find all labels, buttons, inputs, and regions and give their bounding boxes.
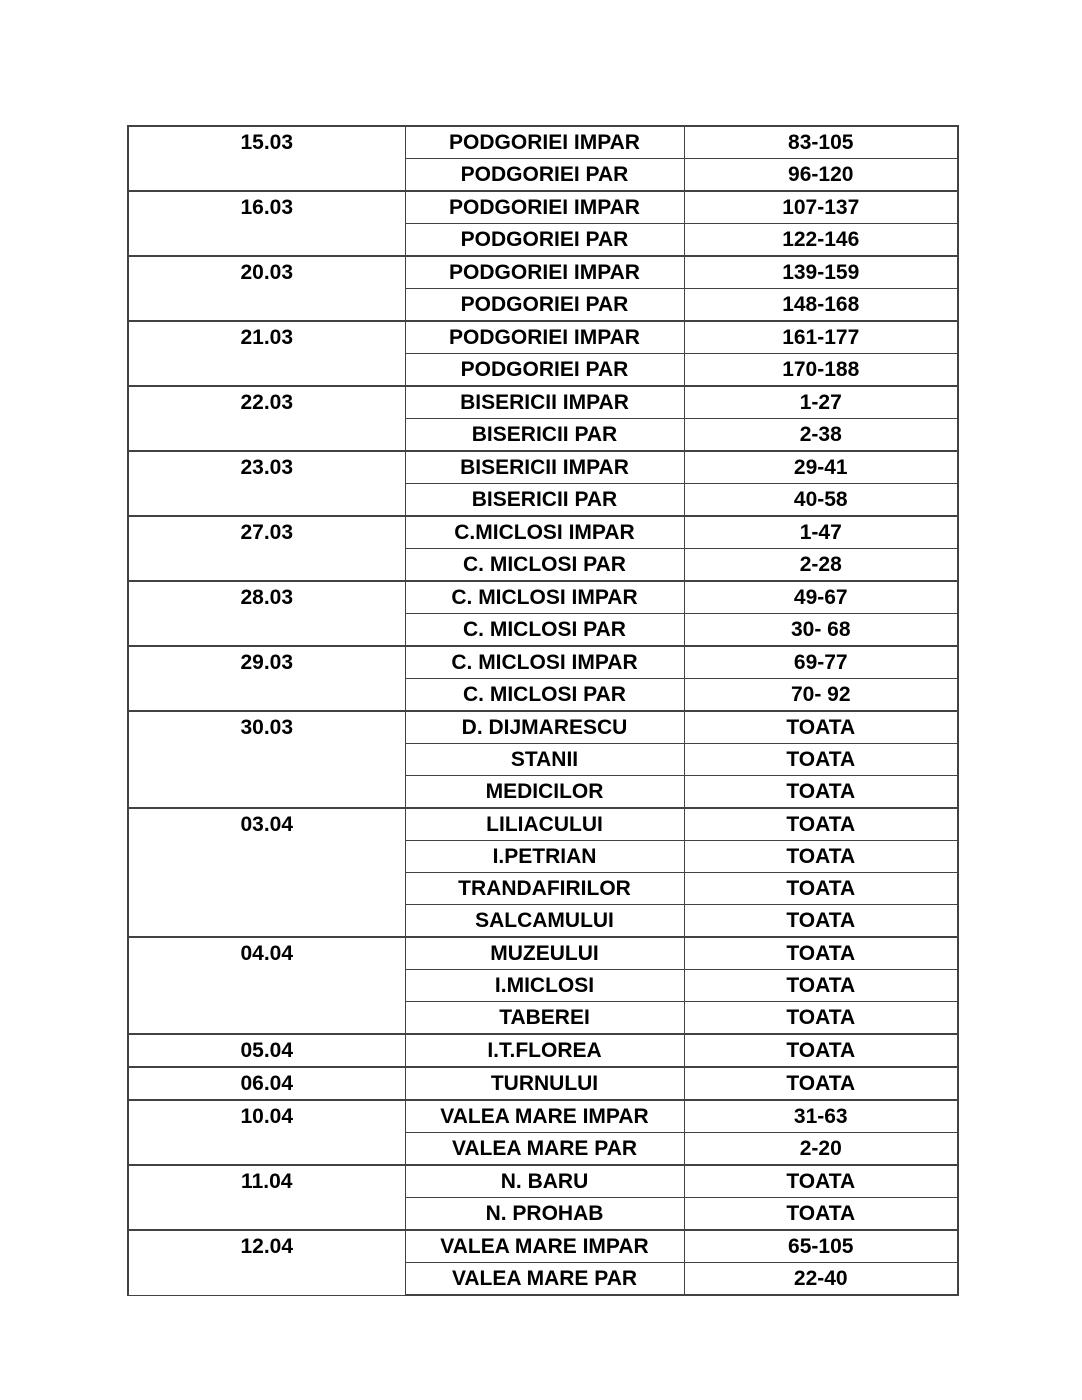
- range-cell: TOATA: [684, 873, 958, 905]
- table-row: [128, 646, 958, 679]
- street-cell: STANII: [405, 744, 684, 776]
- street-cell: N. BARU: [405, 1165, 684, 1198]
- range-cell: 31-63: [684, 1100, 958, 1133]
- table-row: [128, 451, 958, 484]
- street-cell: C. MICLOSI IMPAR: [405, 646, 684, 679]
- range-cell: TOATA: [684, 970, 958, 1002]
- range-cell: 96-120: [684, 159, 958, 192]
- table-row: [128, 1230, 958, 1263]
- street-cell: PODGORIEI IMPAR: [405, 321, 684, 354]
- range-cell: 70- 92: [684, 679, 958, 712]
- street-cell: PODGORIEI PAR: [405, 354, 684, 387]
- range-cell: 2-38: [684, 419, 958, 452]
- date-cell: 06.04: [128, 1067, 405, 1100]
- range-cell: TOATA: [684, 905, 958, 938]
- street-cell: TRANDAFIRILOR: [405, 873, 684, 905]
- table-row: [128, 1165, 958, 1198]
- street-cell: SALCAMULUI: [405, 905, 684, 938]
- range-cell: 161-177: [684, 321, 958, 354]
- table-row: [128, 581, 958, 614]
- table-row: [128, 386, 958, 419]
- range-cell: 1-27: [684, 386, 958, 419]
- date-cell: 10.04: [128, 1100, 405, 1165]
- schedule-table-body: [128, 126, 958, 1295]
- table-row: [128, 191, 958, 224]
- date-cell: 11.04: [128, 1165, 405, 1230]
- range-cell: 139-159: [684, 256, 958, 289]
- range-cell: TOATA: [684, 744, 958, 776]
- range-cell: 29-41: [684, 451, 958, 484]
- street-cell: VALEA MARE IMPAR: [405, 1230, 684, 1263]
- date-cell: 05.04: [128, 1034, 405, 1067]
- street-cell: TABEREI: [405, 1002, 684, 1035]
- date-cell: 15.03: [128, 126, 405, 191]
- range-cell: TOATA: [684, 1002, 958, 1035]
- street-cell: D. DIJMARESCU: [405, 711, 684, 744]
- date-cell: 27.03: [128, 516, 405, 581]
- street-cell: PODGORIEI PAR: [405, 159, 684, 192]
- range-cell: TOATA: [684, 841, 958, 873]
- street-cell: PODGORIEI IMPAR: [405, 256, 684, 289]
- range-cell: TOATA: [684, 1034, 958, 1067]
- street-cell: PODGORIEI IMPAR: [405, 126, 684, 159]
- table-row: [128, 321, 958, 354]
- date-cell: 22.03: [128, 386, 405, 451]
- street-cell: C. MICLOSI IMPAR: [405, 581, 684, 614]
- date-cell: 03.04: [128, 808, 405, 937]
- range-cell: 170-188: [684, 354, 958, 387]
- table-row: [128, 1067, 958, 1100]
- date-cell: 20.03: [128, 256, 405, 321]
- date-cell: 04.04: [128, 937, 405, 1034]
- street-cell: I.T.FLOREA: [405, 1034, 684, 1067]
- street-cell: MUZEULUI: [405, 937, 684, 970]
- street-cell: TURNULUI: [405, 1067, 684, 1100]
- date-cell: 30.03: [128, 711, 405, 808]
- range-cell: TOATA: [684, 808, 958, 841]
- range-cell: 2-28: [684, 549, 958, 582]
- range-cell: TOATA: [684, 1067, 958, 1100]
- table-row: [128, 256, 958, 289]
- range-cell: 49-67: [684, 581, 958, 614]
- range-cell: TOATA: [684, 937, 958, 970]
- street-cell: C. MICLOSI PAR: [405, 549, 684, 582]
- range-cell: TOATA: [684, 711, 958, 744]
- table-row: [128, 1100, 958, 1133]
- street-cell: C.MICLOSI IMPAR: [405, 516, 684, 549]
- range-cell: 107-137: [684, 191, 958, 224]
- street-cell: VALEA MARE IMPAR: [405, 1100, 684, 1133]
- schedule-table: [127, 125, 959, 1296]
- street-cell: BISERICII IMPAR: [405, 451, 684, 484]
- street-cell: VALEA MARE PAR: [405, 1263, 684, 1296]
- range-cell: 1-47: [684, 516, 958, 549]
- street-cell: MEDICILOR: [405, 776, 684, 809]
- range-cell: TOATA: [684, 776, 958, 809]
- street-cell: BISERICII PAR: [405, 484, 684, 517]
- table-row: [128, 808, 958, 841]
- table-row: [128, 937, 958, 970]
- street-cell: BISERICII IMPAR: [405, 386, 684, 419]
- street-cell: VALEA MARE PAR: [405, 1133, 684, 1166]
- street-cell: LILIACULUI: [405, 808, 684, 841]
- street-cell: PODGORIEI IMPAR: [405, 191, 684, 224]
- range-cell: 40-58: [684, 484, 958, 517]
- range-cell: TOATA: [684, 1198, 958, 1231]
- street-cell: C. MICLOSI PAR: [405, 614, 684, 647]
- date-cell: 16.03: [128, 191, 405, 256]
- street-cell: C. MICLOSI PAR: [405, 679, 684, 712]
- range-cell: 148-168: [684, 289, 958, 322]
- date-cell: 12.04: [128, 1230, 405, 1295]
- date-cell: 28.03: [128, 581, 405, 646]
- range-cell: 22-40: [684, 1263, 958, 1296]
- range-cell: 30- 68: [684, 614, 958, 647]
- table-row: [128, 516, 958, 549]
- street-cell: PODGORIEI PAR: [405, 289, 684, 322]
- table-row: [128, 126, 958, 159]
- date-cell: 23.03: [128, 451, 405, 516]
- range-cell: 2-20: [684, 1133, 958, 1166]
- range-cell: 65-105: [684, 1230, 958, 1263]
- date-cell: 21.03: [128, 321, 405, 386]
- street-cell: I.PETRIAN: [405, 841, 684, 873]
- range-cell: TOATA: [684, 1165, 958, 1198]
- street-cell: BISERICII PAR: [405, 419, 684, 452]
- street-cell: PODGORIEI PAR: [405, 224, 684, 257]
- street-cell: I.MICLOSI: [405, 970, 684, 1002]
- table-row: [128, 1034, 958, 1067]
- street-cell: N. PROHAB: [405, 1198, 684, 1231]
- table-row: [128, 711, 958, 744]
- range-cell: 83-105: [684, 126, 958, 159]
- range-cell: 69-77: [684, 646, 958, 679]
- date-cell: 29.03: [128, 646, 405, 711]
- range-cell: 122-146: [684, 224, 958, 257]
